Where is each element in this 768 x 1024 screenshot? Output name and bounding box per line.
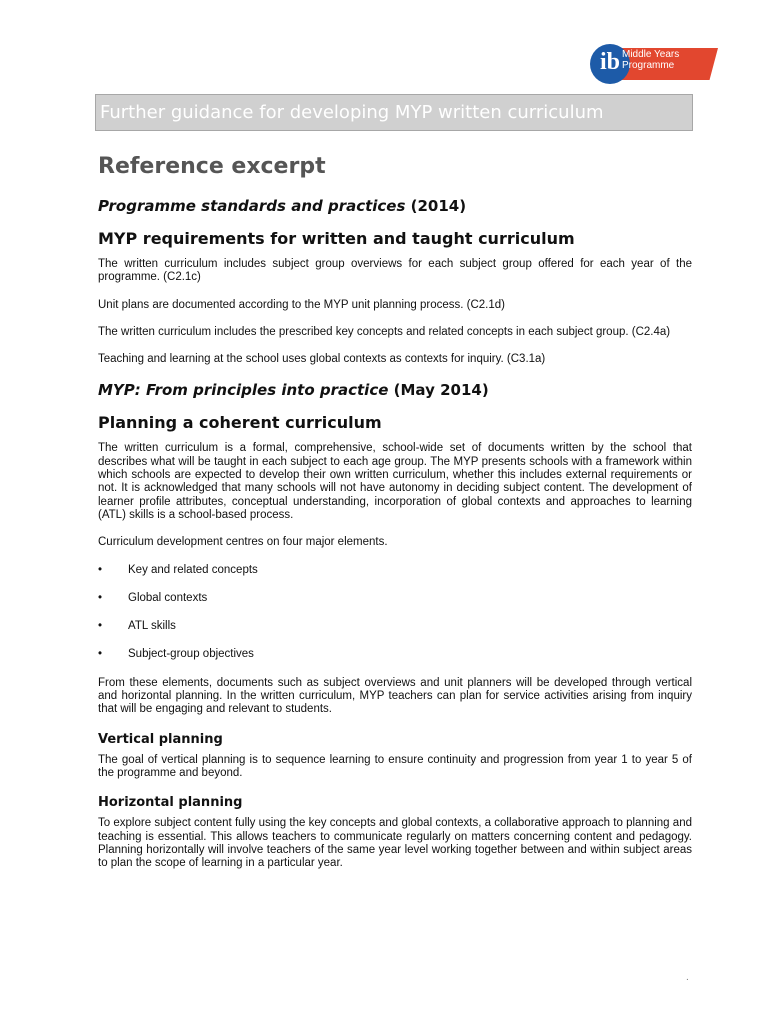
paragraph: The goal of vertical planning is to sequence learning to ensure continuity and progression from year 1 to year 5 of the programme and beyond. — [98, 753, 692, 779]
section-heading-requirements: MYP requirements for written and taught curriculum — [98, 229, 575, 248]
paragraph: From these elements, documents such as subject overviews and unit planners will be developed through vertical and horizontal planning. In the written curriculum, MYP teachers can plan for service activities arising from inquiry that will be engaging and relevant to students. — [98, 676, 692, 716]
subheading-horizontal-planning: Horizontal planning — [98, 795, 243, 811]
logo-line-1: Middle Years — [622, 49, 680, 60]
element-list — [98, 564, 692, 662]
paragraph: Teaching and learning at the school uses global contexts as contexts for inquiry. (C3.1a) — [98, 353, 546, 366]
paragraph: The written curriculum includes the prescribed key concepts and related concepts in each subject group. (C2.4a) — [98, 325, 671, 338]
source-title: MYP: From principles into practice — [98, 381, 389, 400]
logo-text — [622, 49, 714, 71]
source-title: Programme standards and practices — [98, 197, 406, 215]
document-content — [98, 152, 692, 884]
section-heading-planning: Planning a coherent curriculum — [98, 413, 382, 433]
list-item: • Key and related concepts — [98, 564, 692, 577]
ib-myp-logo — [590, 44, 720, 84]
reference-heading: Reference excerpt — [98, 154, 326, 179]
paragraph: The written curriculum includes subject group overviews for each subject group offered for each year of the programme. (C2.1c) — [98, 258, 692, 284]
logo-ib-mark: ib — [599, 49, 620, 75]
list-item: • ATL skills — [98, 620, 692, 633]
source-heading-standards — [98, 196, 692, 216]
list-item: • Subject-group objectives — [98, 648, 692, 661]
footer-mark: . — [686, 972, 689, 983]
source-heading-principles — [98, 380, 692, 400]
document-title: Further guidance for developing MYP written curriculum — [100, 102, 604, 123]
paragraph: Unit plans are documented according to the MYP unit planning process. (C2.1d) — [98, 298, 505, 311]
paragraph: The written curriculum is a formal, comprehensive, school-wide set of documents written by the school that describes what will be taught in each subject to each age group. The MYP presents schools with a framework within which schools are expected to develop their own written curriculum, whether this includes external requirements or not. It is acknowledged that many schools will not have autonomy in deciding subject content. The development of learner profile attributes, conceptual understanding, incorporation of global contexts and approaches to learning (ATL) skills is a school-based process. — [98, 442, 692, 521]
source-year: (2014) — [410, 197, 467, 215]
paragraph: Curriculum development centres on four major elements. — [98, 536, 388, 549]
title-bar — [95, 94, 693, 131]
paragraph: To explore subject content fully using the key concepts and global contexts, a collaborative approach to planning and teaching is essential. This allows teachers to communicate regularly on matters concerning content and pedagogy. Planning horizontally will involve teachers of the same year level working together between and within subject areas to plan the scope of learning in a particular year. — [98, 817, 692, 870]
logo-line-2: Programme — [622, 60, 675, 71]
subheading-vertical-planning: Vertical planning — [98, 731, 223, 747]
list-item: • Global contexts — [98, 592, 692, 605]
source-year: (May 2014) — [393, 381, 489, 400]
